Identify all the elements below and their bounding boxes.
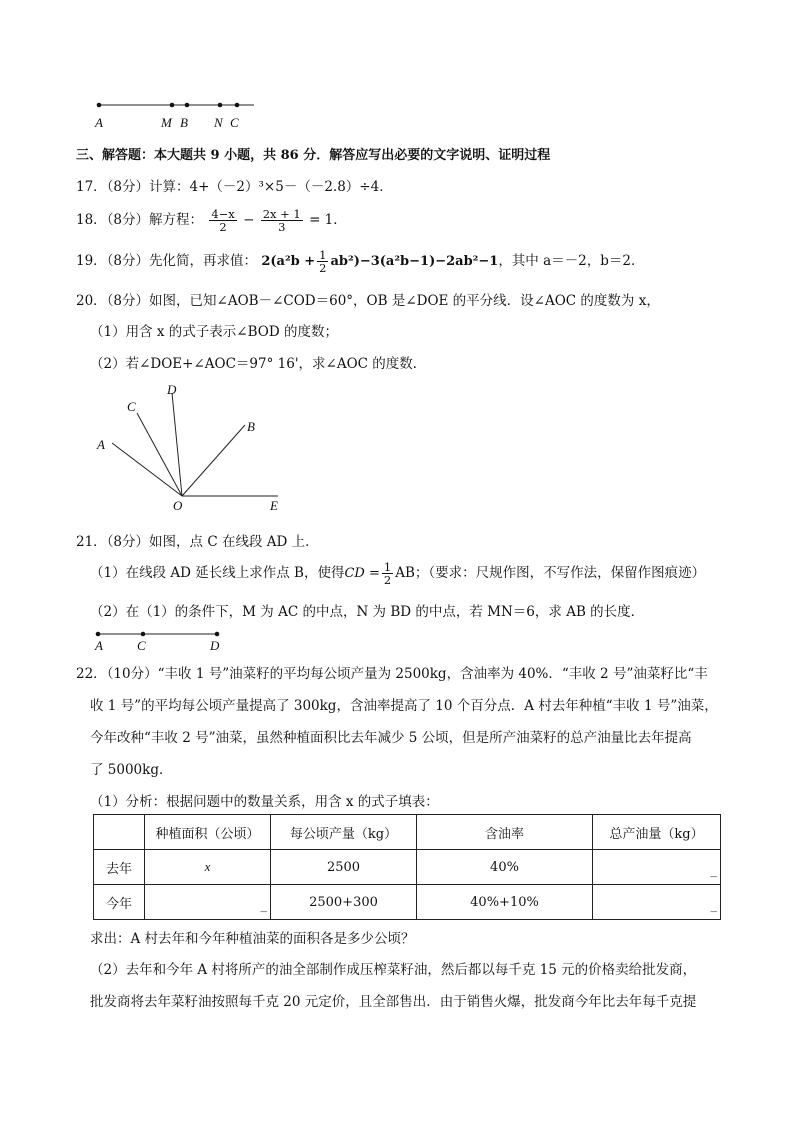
table-header-cell: 每公顷产量（kg）	[271, 815, 417, 850]
q18-minus: −	[243, 212, 255, 228]
question-19	[76, 243, 644, 280]
q18-fraction-2: $\frac{2x + 1}{3}$	[262, 207, 301, 234]
section-title: 三、解答题：本大题共 9 小题，共 86 分．解答应写出必要的文字说明、证明过程	[76, 148, 551, 163]
table-header-cell: 总产油量（kg）	[593, 815, 721, 850]
label-a: A	[95, 638, 103, 653]
q22-ask: 求出：A 村去年和今年种植油菜的面积各是多少公顷？	[90, 931, 415, 947]
q18-number: 18．	[76, 212, 107, 228]
q20-score: （8分）	[106, 293, 150, 309]
table-cell: 40%	[417, 850, 593, 885]
label-e: E	[270, 498, 278, 513]
q21-part-2: （2）在（1）的条件下，M 为 AC 的中点，N 为 BD 的中点，若 MN＝6，求 AB 的长度．	[90, 604, 645, 620]
q22-part-2-line-2: 批发商将去年菜籽油按照每千克 20 元定价，且全部售出．由于销售火爆，批发商今年比去年每千克提	[90, 994, 697, 1010]
table-cell: 2500	[271, 850, 417, 885]
q19-prefix: 先化简，再求值：	[149, 253, 258, 269]
label-c: C	[230, 115, 239, 130]
label-d: D	[210, 638, 220, 653]
table-cell: 去年	[94, 850, 145, 885]
q21-figure	[90, 626, 240, 656]
q22-number: 22．	[76, 666, 107, 682]
q20-number: 20．	[76, 293, 107, 309]
table-cell: 2500+300	[271, 885, 417, 920]
q22-score: （10分）	[106, 666, 158, 682]
point-n	[218, 103, 223, 108]
ray-ob	[182, 425, 245, 496]
table-cell: 40%+10%	[417, 885, 593, 920]
table-row	[94, 850, 721, 885]
q22-line-1: “丰收 1 号”油菜籽的平均每公顷产量为 2500kg，含油率为 40%．“丰收 2 号”油菜籽比“丰	[157, 666, 708, 682]
table-header-row	[94, 815, 721, 850]
point-m	[170, 103, 175, 108]
question-17	[76, 175, 393, 195]
question-20	[76, 289, 660, 309]
point-c	[141, 632, 146, 637]
table-header-cell: 含油率	[417, 815, 593, 850]
label-b: B	[247, 419, 255, 434]
q22-line-3: 今年改种“丰收 2 号”油菜，虽然种植面积比去年减少 5 公顷，但是所产油菜籽的总产油量比去年提高	[90, 730, 692, 746]
q19-expr-b: ab²)−3(a²b−1)−2ab²−1	[330, 254, 499, 269]
point-a	[96, 632, 101, 637]
ray-oa	[112, 443, 182, 496]
q22-part-1: （1）分析：根据问题中的数量关系，用含 x 的式子填表：	[90, 794, 439, 810]
q18-score: （8分）	[106, 212, 150, 228]
q22-table	[93, 814, 721, 920]
q21-p1-half: $\frac{1}{2}$	[383, 560, 392, 587]
q21-p1-text: （1）在线段 AD 延长线上求作点 B，使得	[90, 565, 345, 581]
q21-score: （8分）	[106, 534, 150, 550]
q19-number: 19．	[76, 253, 107, 269]
point-b	[185, 103, 190, 108]
q17-text: 计算：4+（－2）³×5－（－2.8）÷4．	[149, 179, 393, 195]
q18-prefix: 解方程：	[149, 212, 204, 228]
label-d: D	[167, 382, 177, 397]
q20-angle-figure	[90, 378, 300, 518]
label-m: M	[161, 115, 172, 130]
q20-text: 如图，已知∠AOB－∠COD＝60°，OB 是∠DOE 的平分线．设∠AOC 的度数为 x，	[149, 293, 660, 309]
table-row	[94, 885, 721, 920]
label-n: N	[214, 115, 223, 130]
table-cell-blank[interactable]: _	[593, 850, 721, 885]
q18-fraction-1: $\frac{4-x}{2}$	[211, 207, 235, 234]
q21-text: 如图，点 C 在线段 AD 上．	[149, 534, 319, 550]
label-c: C	[127, 399, 136, 414]
label-a: A	[97, 437, 105, 452]
q18-rhs: = 1．	[309, 212, 347, 228]
label-b: B	[180, 115, 188, 130]
q21-part-1	[90, 555, 705, 592]
label-o: O	[173, 498, 183, 513]
q21-p1-rest: AB；（要求：尺规作图，不写作法，保留作图痕迹）	[395, 565, 706, 581]
label-c: C	[137, 638, 146, 653]
q19-half: $\frac{1}{2}$	[319, 248, 327, 275]
label-a: A	[95, 115, 103, 130]
q17-number: 17．	[76, 179, 107, 195]
q20-part-1: （1）用含 x 的式子表示∠BOD 的度数；	[90, 324, 338, 340]
table-cell: x	[145, 850, 271, 885]
question-22	[76, 662, 708, 682]
table-cell: 今年	[94, 885, 145, 920]
q22-part-2-line-1: （2）去年和今年 A 村将所产的油全部制作成压榨菜籽油，然后都以每千克 15 元的价格卖给批发商，	[90, 962, 697, 978]
q21-p1-cd: CD =	[344, 566, 380, 581]
q17-score: （8分）	[106, 179, 150, 195]
table-header-cell: 种植面积（公顷）	[145, 815, 271, 850]
q16-figure	[90, 96, 270, 132]
question-18	[76, 202, 347, 238]
q19-expr-a: 2(a²b +	[261, 254, 316, 269]
question-21	[76, 530, 319, 550]
q19-suffix: ，其中 a＝－2，b＝2．	[498, 253, 645, 269]
table-header-cell	[94, 815, 145, 850]
q22-line-4: 了 5000kg．	[90, 762, 173, 778]
point-c	[235, 103, 240, 108]
table-cell-blank[interactable]: _	[145, 885, 271, 920]
q22-line-2: 收 1 号”的平均每公顷产量提高了 300kg，含油率提高了 10 个百分点．A 村去年种植“丰收 1 号”油菜，	[90, 698, 718, 714]
q20-part-2: （2）若∠DOE+∠AOC＝97° 16'，求∠AOC 的度数．	[90, 356, 427, 372]
point-d	[215, 632, 220, 637]
table-cell-blank[interactable]: _	[593, 885, 721, 920]
point-a	[97, 103, 102, 108]
q21-number: 21．	[76, 534, 107, 550]
q19-score: （8分）	[106, 253, 150, 269]
